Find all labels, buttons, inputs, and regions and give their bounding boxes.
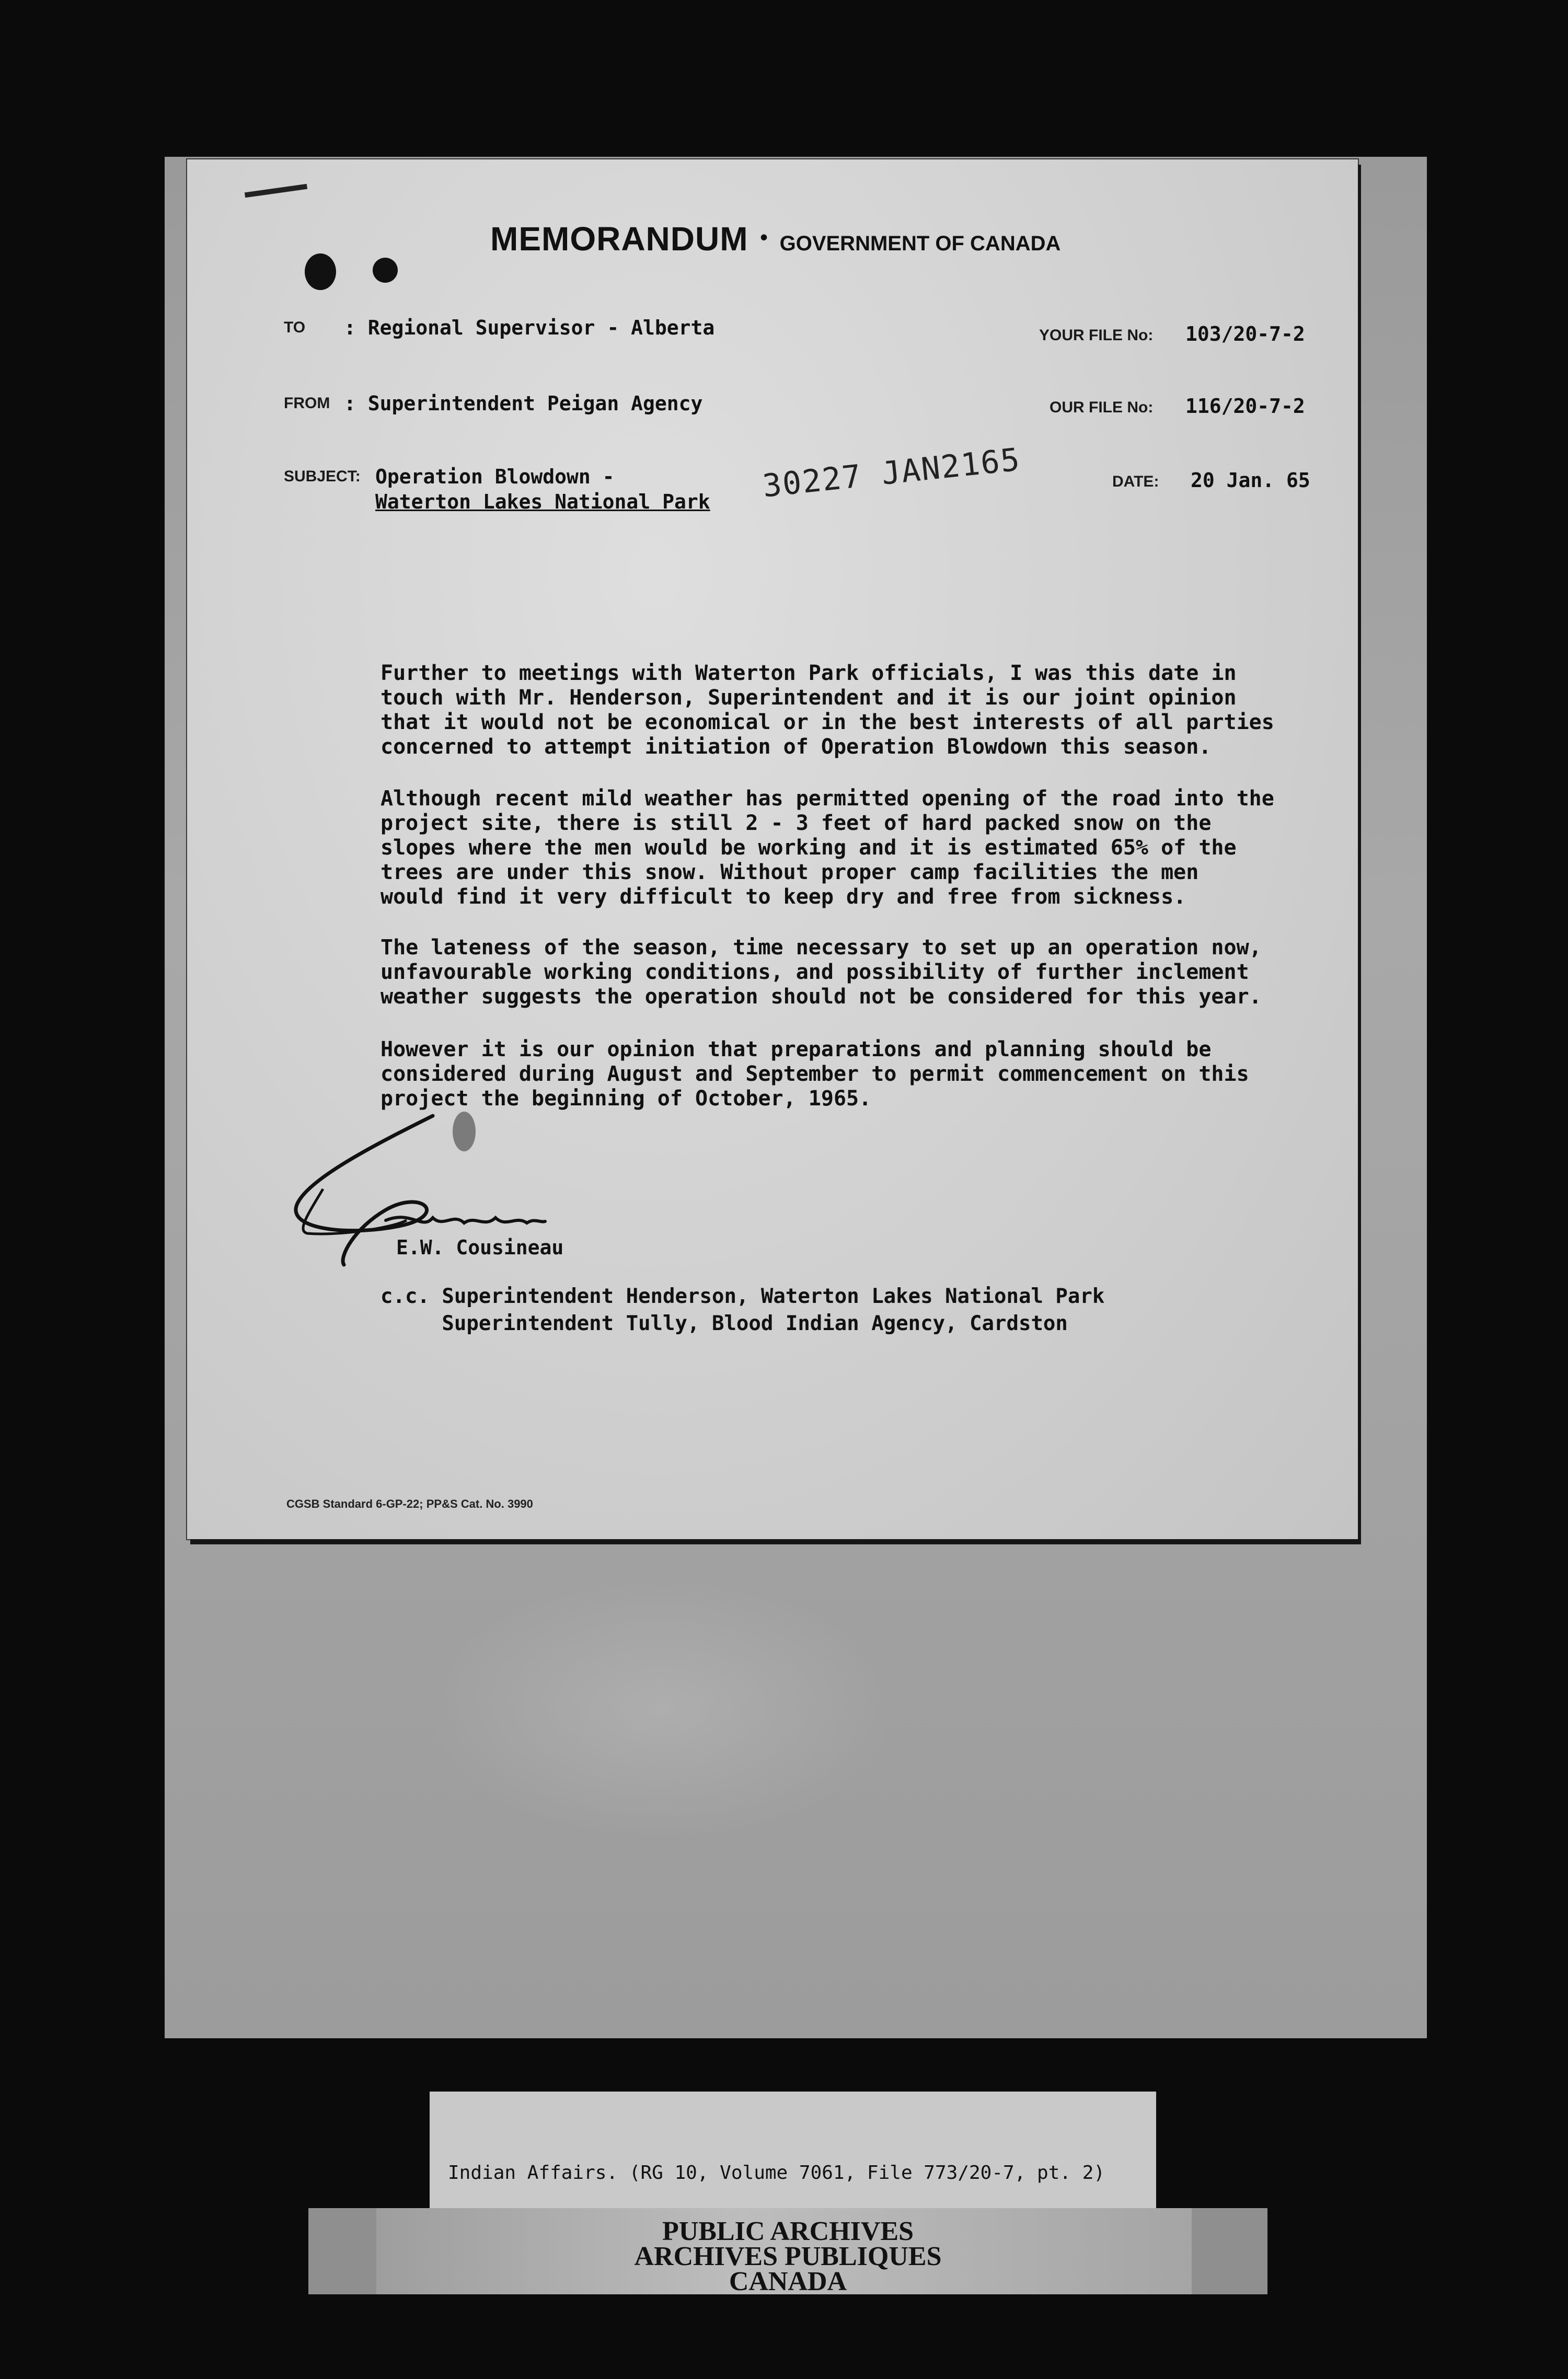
memo-header: [490, 220, 1117, 258]
date-value: 20 Jan. 65: [1191, 469, 1310, 492]
our-file-value: 116/20-7-2: [1185, 395, 1305, 418]
memo-title: MEMORANDUM: [490, 220, 748, 258]
punch-hole: [305, 253, 336, 290]
memorandum-page: [187, 159, 1358, 1539]
our-file-label: OUR FILE No:: [1050, 399, 1154, 416]
your-file-value: 103/20-7-2: [1185, 322, 1305, 345]
archive-stamp-line-1: PUBLIC ARCHIVES: [662, 2216, 914, 2246]
paragraph-2: Although recent mild weather has permitted opening of the road into the project site, there is still 2 - 3 feet of hard packed snow on the slopes where the men would be working and it is estimated 65% of the trees are under this snow. Without proper camp facilities the men would find it very difficult to keep dry and free from sickness.: [381, 787, 1274, 909]
archive-reference: Indian Affairs. (RG 10, Volume 7061, File 773/20-7, pt. 2): [448, 2162, 1105, 2184]
archive-stamp-line-2: ARCHIVES PUBLIQUES: [634, 2242, 942, 2271]
to-value: : Regional Supervisor - Alberta: [344, 316, 715, 339]
paper-tear-mark: [245, 184, 307, 198]
subject-label: SUBJECT:: [284, 468, 361, 485]
received-stamp: 30227 JAN2165: [760, 441, 1022, 505]
paragraph-4: However it is our opinion that preparations and planning should be considered during August and September to permit commencement on this project the beginning of October, 1965.: [381, 1037, 1249, 1111]
cc-line-1: c.c. Superintendent Henderson, Waterton Lakes National Park: [381, 1285, 1105, 1308]
to-label: TO: [284, 319, 306, 336]
cc-line-2: Superintendent Tully, Blood Indian Agency, Cardston: [381, 1312, 1068, 1335]
subject-line-2: Waterton Lakes National Park: [375, 490, 710, 513]
form-standard-footer: CGSB Standard 6-GP-22; PP&S Cat. No. 3990: [286, 1497, 533, 1510]
paragraph-1: Further to meetings with Waterton Park officials, I was this date in touch with Mr. Henderson, Superintendent and it is our joint opinion that it would not be economical or in the best interests of all parties concerned to attempt initiation of Operation Blowdown this season.: [381, 661, 1274, 759]
header-separator: •: [757, 226, 770, 250]
government-name: GOVERNMENT OF CANADA: [779, 232, 1061, 255]
from-label: FROM: [284, 395, 330, 412]
archive-stamp-line-3: CANADA: [729, 2267, 847, 2296]
carbon-copy: [381, 1283, 1104, 1337]
paragraph-3: The lateness of the season, time necessary to set up an operation now, unfavourable working conditions, and possibility of further inclement weather suggests the operation should not be considered for this year.: [381, 936, 1262, 1009]
date-label: DATE:: [1112, 473, 1159, 490]
punch-hole: [373, 258, 398, 283]
signer-name: E.W. Cousineau: [396, 1236, 564, 1259]
from-value: : Superintendent Peigan Agency: [344, 392, 703, 415]
your-file-label: YOUR FILE No:: [1039, 327, 1154, 344]
subject-line-1: Operation Blowdown -: [375, 465, 615, 488]
